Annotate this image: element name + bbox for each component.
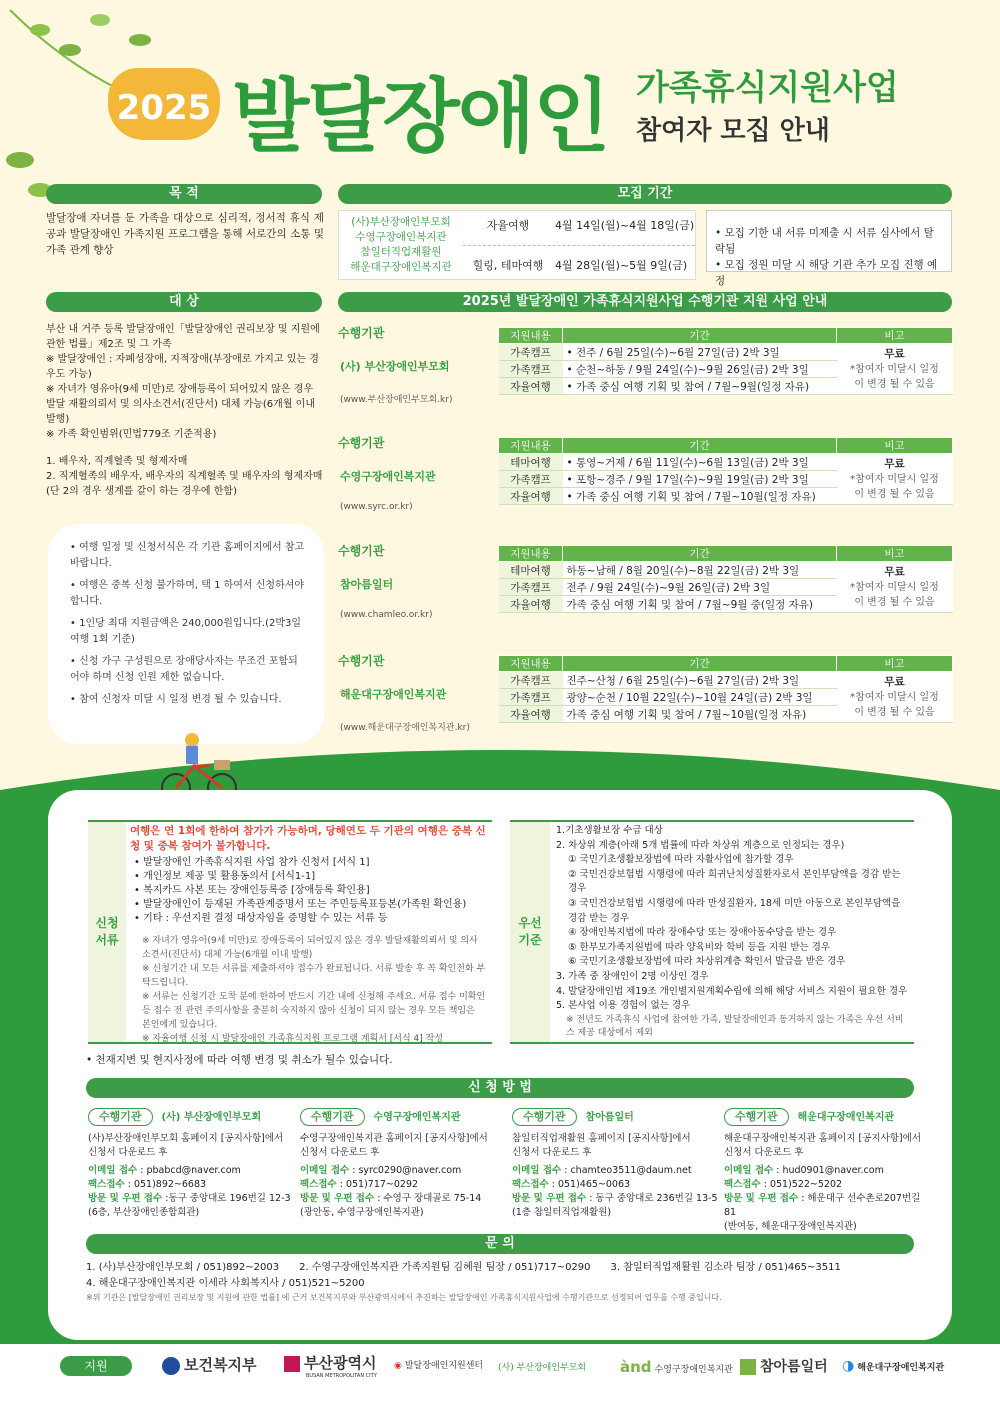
korea-emblem-icon (162, 1357, 180, 1375)
table-row (499, 454, 953, 471)
period-table (338, 210, 696, 280)
period-type: 자율여행 (486, 219, 530, 232)
note-item: • 여행 일정 및 신청서식은 각 기관 홈페이지에서 참고 바랍니다. (70, 542, 305, 569)
sponsor-syrc (620, 1358, 733, 1376)
notes-box (48, 524, 324, 744)
agency-logo: 해운대구장애인복지관 (340, 688, 447, 701)
apply-visit: : 해운대구 선수촌로207번길 81 (724, 1193, 921, 1218)
docs-item: • 기타 : 우선지원 결정 대상자임을 증명할 수 있는 서류 등 (134, 913, 388, 924)
table-header: 비고 (837, 328, 953, 344)
apply-visit-detail: (1층 참일터직업재활원) (512, 1207, 612, 1218)
period-type: 힐링, 테마여행 (472, 259, 544, 272)
fax-label: 팩스접수 (724, 1179, 761, 1190)
note-item: • 참여 신청자 미달 시 일정 변경 될 수 있습니다. (70, 694, 282, 705)
visit-label: 방문 및 우편 접수 (724, 1193, 799, 1204)
table-cell-type: 자율여행 (499, 378, 563, 395)
table-cell-period: • 포항~경주 / 9월 17일(수)~9월 19일(금) 2박 3일 (563, 471, 837, 488)
table-cell-type: 가족캠프 (499, 579, 563, 596)
agency-logo: 수영구장애인복지관 (340, 470, 436, 483)
agency-url: (www.syrc.or.kr) (340, 502, 413, 512)
fee-text: 무료 (884, 347, 905, 360)
apply-email: : syrc0290@naver.com (349, 1165, 462, 1176)
visit-label: 방문 및 우편 접수 (300, 1193, 375, 1204)
agency-table (498, 545, 953, 613)
target-line: 부산 내 거주 등록 발달장애인「발달장애인 권리보장 및 지원에 관한 법률」제2조 및 그 가족 (46, 324, 320, 350)
haeundae-logo-icon: ◑ (842, 1358, 855, 1374)
docs-remark: ※ 자율여행 신청 시 발달장애인 가족휴식지원 프로그램 계획서 [서식 4] 작성 (142, 1034, 444, 1044)
apply-org (512, 1108, 718, 1220)
sponsor-name: 발달장애인지원센터 (404, 1361, 484, 1371)
table-cell-note (837, 672, 953, 723)
agency-table (498, 327, 953, 395)
sub-title-1: 가족휴식지원사업 (636, 68, 899, 108)
note-item: • 신청 가구 구성원으로 장애당사자는 무조건 포함되어야 하며 신청 인원 제한 없습니다. (70, 656, 298, 683)
table-cell-period: 하동~남해 / 8월 20일(수)~8월 22일(금) 2박 3일 (563, 562, 837, 579)
table-header: 비고 (837, 438, 953, 454)
table-cell-type: 가족캠프 (499, 344, 563, 361)
table-cell-period: • 가족 중심 여행 기획 및 참여 / 7월~9월(일정 자유) (563, 378, 837, 395)
sponsor-name: 보건복지부 (184, 1356, 257, 1374)
email-label: 이메일 접수 (724, 1165, 774, 1176)
table-header: 기간 (563, 546, 837, 562)
apply-visit: : 수영구 장대골로 75-14 (374, 1193, 482, 1204)
table-cell-type: 테마여행 (499, 454, 563, 471)
footer-label: 지원 (60, 1356, 132, 1376)
period-note: • 모집 정원 미달 시 해당 기관 추가 모집 진행 예정 (715, 259, 938, 287)
target-line: ※ 가족 확인범위(민법779조 기준적용) (46, 429, 217, 440)
target-line: ※ 자녀가 영유아(9세 미만)로 장애등록이 되어있지 않은 경우 발달 재활의뢰서 및 의사소견서(진단서) 대체 가능(6개월 이내 발행) (46, 384, 315, 425)
fee-text: 무료 (884, 565, 905, 578)
contact-line: 4. 해운대구장애인복지관 이세라 사회복지사 / 051)521~5200 (86, 1278, 365, 1289)
apply-org-label: 수행기관 (300, 1108, 365, 1126)
priority-item: ⑥ 국민기초생활보장법에 따라 차상위계층 확인서 발급을 받은 경우 (568, 956, 846, 968)
target-line (46, 442, 324, 454)
table-cell-type: 가족캠프 (499, 471, 563, 488)
priority-item: ※ 전년도 가족휴식 사업에 참여한 가족, 발달장애인과 동거하지 않는 가족은 우선 서비스 제공 대상에서 제외 (566, 1014, 904, 1038)
apply-visit-detail: (광안동, 수영구장애인복지관) (300, 1207, 424, 1218)
table-header: 기간 (563, 438, 837, 454)
contact-title: 문 의 (86, 1234, 914, 1254)
apply-org-logo: 참아름일터 (585, 1112, 634, 1123)
sponsor-center (394, 1358, 483, 1371)
priority-item: ② 국민건강보험법 시행령에 따라 희귀난치성질환자로서 본인부담액을 경감 받는 경우 (568, 868, 901, 895)
sub-title-2: 참여자 모집 안내 (636, 116, 830, 146)
apply-org-logo: (사) 부산장애인부모회 (161, 1112, 262, 1123)
apply-visit: : 동구 중앙대로 236번길 13-5 (586, 1193, 718, 1204)
agency-label: 수행기관 (338, 326, 385, 340)
period-org: 참일터직업재활원 (360, 246, 442, 258)
agency-label: 수행기관 (338, 436, 385, 450)
contact-footnote: ※위 기관은 [발달장애인 권리보장 및 지원에 관한 법률] 에 근거 보건복지부와 부산광역시에서 추진하는 발달장애인 가족휴식지원사업에 수행기관으로 선정되어 업무를 수행 중입니다. (86, 1293, 722, 1302)
docs-content (126, 820, 492, 1044)
apply-org-logo: 수영구장애인복지관 (373, 1112, 461, 1123)
apply-email: : chamteo3511@daum.net (561, 1165, 692, 1176)
change-note: • 천재지변 및 현지사정에 따라 여행 변경 및 취소가 될수 있습니다. (86, 1054, 393, 1066)
apply-email: : hud0901@naver.com (773, 1165, 884, 1176)
table-cell-note (837, 562, 953, 613)
agency-table (498, 655, 953, 723)
priority-item: ① 국민기초생활보장법에 따라 자활사업에 참가할 경우 (568, 854, 794, 866)
priority-item: ⑤ 한부모가족지원법에 따라 양육비와 학비 등을 지원 받는 경우 (568, 941, 831, 953)
docs-remark: ※ 자녀가 영유아(9세 미만)로 장애등록이 되어있지 않은 경우 발달재활의뢰서 및 의사소견서(진단서) 대체 가능(6개월 이내 발행) (142, 936, 478, 960)
tree-logo-icon (740, 1359, 756, 1375)
table-cell-period: 전주 / 9월 24일(수)~9월 26일(금) 2박 3일 (563, 579, 837, 596)
visit-label: 방문 및 우편 접수 (512, 1193, 587, 1204)
apply-org (88, 1108, 294, 1220)
table-cell-type: 테마여행 (499, 562, 563, 579)
apply-line: 신청서 다운로드 후 (88, 1147, 168, 1158)
docs-item: • 개인정보 제공 및 활용동의서 [서식1-1] (134, 871, 316, 882)
visit-label: 방문 및 우편 접수 (88, 1193, 163, 1204)
agency-label: 수행기관 (338, 544, 385, 558)
table-cell-period: 가족 중심 여행 기획 및 참여 / 7월~10월(일정 자유) (563, 706, 837, 723)
email-label: 이메일 접수 (88, 1165, 138, 1176)
and-logo-icon: ànd (620, 1358, 652, 1376)
note-item: • 여행은 중복 신청 불가하며, 택 1 하여서 신청하셔야 합니다. (70, 580, 305, 607)
apply-fax: : 051)465~0063 (548, 1179, 631, 1190)
table-cell-period: 가족 중심 여행 기획 및 참여 / 7월~9월 중(일정 자유) (563, 596, 837, 613)
table-header: 지원내용 (499, 546, 563, 562)
note-text: *참여자 미달시 일정이 변경 될 수 있음 (850, 473, 939, 500)
table-header: 비고 (837, 546, 953, 562)
apply-org-label: 수행기관 (88, 1108, 153, 1126)
sponsor-english: BUSAN METROPOLITAN CITY (306, 1373, 377, 1379)
table-cell-type: 자율여행 (499, 706, 563, 723)
priority-item: ③ 국민건강보험법 시행령에 따라 만성질환자, 18세 미만 아동으로 본인부담액을 경감 받는 경우 (568, 897, 901, 924)
table-header: 지원내용 (499, 328, 563, 344)
busan-logo-icon (284, 1356, 300, 1372)
apply-line: 신청서 다운로드 후 (300, 1147, 380, 1158)
year-text: 2025 (116, 88, 212, 128)
note-text: *참여자 미달시 일정이 변경 될 수 있음 (850, 363, 939, 390)
priority-content (550, 820, 914, 1044)
target-title: 대 상 (46, 292, 322, 312)
period-title: 모집 기간 (338, 184, 952, 204)
apply-org (300, 1108, 506, 1220)
period-date: 4월 28일(월)~5월 9일(금) (555, 259, 688, 272)
fax-label: 팩스접수 (88, 1179, 125, 1190)
sponsor-name: 수영구장애인복지관 (654, 1365, 733, 1375)
table-cell-type: 가족캠프 (499, 361, 563, 378)
table-cell-type: 자율여행 (499, 596, 563, 613)
agency-table (498, 437, 953, 505)
apply-visit-detail: (반여동, 해운대구장애인복지관) (724, 1221, 857, 1232)
agency-url: (www.해운대구장애인복지관.kr) (340, 723, 470, 733)
apply-org (724, 1108, 930, 1234)
sponsor-name: 해운대구장애인복지관 (857, 1363, 945, 1373)
apply-org-label: 수행기관 (724, 1108, 789, 1126)
email-label: 이메일 접수 (300, 1165, 350, 1176)
period-org: 해운대구장애인복지관 (350, 261, 452, 273)
agency-label: 수행기관 (338, 654, 385, 668)
priority-item: ④ 장애인복지법에 따라 장애수당 또는 장애아동수당을 받는 경우 (568, 927, 837, 939)
fax-label: 팩스접수 (512, 1179, 549, 1190)
main-title: 발달장애인 (232, 70, 609, 163)
apply-line: 신청서 다운로드 후 (724, 1147, 804, 1158)
table-cell-period: 진주~산청 / 6월 25일(수)~6월 27일(금) 2박 3일 (563, 672, 837, 689)
footer (0, 1344, 1000, 1414)
docs-item: • 발달장애인 가족휴식지원 사업 참가 신청서 [서식 1] (134, 857, 370, 868)
note-item: • 1인당 최대 지원금액은 240,000원입니다.(2박3일 여행 1회 기준) (70, 618, 302, 645)
sponsor-parents: (사) 부산장애인부모회 (498, 1363, 587, 1373)
priority-item: 5. 본사업 이용 경험이 없는 경우 (556, 1000, 691, 1012)
sponsor-name: 참아름일터 (760, 1359, 828, 1375)
table-row (499, 562, 953, 579)
note-text: *참여자 미달시 일정이 변경 될 수 있음 (850, 691, 939, 718)
agency-logo: (사) 부산장애인부모회 (340, 360, 450, 373)
apply-line: (사)부산장애인부모회 홈페이지 [공지사항]에서 (88, 1133, 284, 1144)
note-text: *참여자 미달시 일정이 변경 될 수 있음 (850, 581, 939, 608)
docs-label: 신청 서류 (95, 916, 119, 947)
period-org: (사)부산장애인부모회 (351, 216, 451, 228)
contact-line: 1. (사)부산장애인부모회 / 051)892~2003 2. 수영구장애인복지관 가족지원팀 김혜원 팀장 / 051)717~0290 3. 참일터직업재활원 김소라 팀장 / 051)465~3511 (86, 1262, 841, 1273)
fax-label: 팩스접수 (300, 1179, 337, 1190)
target-line: 2. 직계혈족의 배우자, 배우자의 직계혈족 및 배우자의 형제자매 (단 2의 경우 생계를 같이 하는 경우에 한함) (46, 471, 323, 497)
target-line: ※ 발달장애인 : 자폐성장애, 지적장애(부장애로 가지고 있는 경우도 가능) (46, 354, 319, 380)
apply-line: 참일터직업재활원 홈페이지 [공지사항]에서 (512, 1133, 691, 1144)
priority-item: 1.기초생활보장 수급 대상 (556, 825, 663, 836)
purpose-title: 목 적 (46, 184, 322, 204)
table-cell-type: 가족캠프 (499, 689, 563, 706)
program-title: 2025년 발달장애인 가족휴식지원사업 수행기관 지원 사업 안내 (338, 292, 952, 312)
fee-text: 무료 (884, 457, 905, 470)
priority-item: 4. 발달장애인법 제19조 개인별지원계획수립에 의해 해당 서비스 지원이 필요한 경우 (556, 985, 908, 997)
table-cell-period: • 가족 중심 여행 기획 및 참여 / 7월~10월(일정 자유) (563, 488, 837, 505)
agency-url: (www.부산장애인부모회.kr) (340, 395, 453, 405)
apply-fax: : 051)717~0292 (336, 1179, 419, 1190)
docs-warning: 여행은 연 1회에 한하여 참가가 가능하며, 당해연도 두 기관의 여행은 중복 신청 및 중복 참여가 불가합니다. (130, 825, 486, 852)
purpose-text: 발달장애 자녀를 둔 가족을 대상으로 심리적, 정서적 휴식 제공과 발달장애인 가족지원 프로그램을 통해 서로간의 소통 및 가족 관계 향상 (46, 212, 324, 256)
table-cell-type: 가족캠프 (499, 672, 563, 689)
agency-url: (www.chamleo.or.kr) (340, 610, 433, 620)
table-header: 기간 (563, 328, 837, 344)
table-row (499, 344, 953, 361)
sponsor-mohw (162, 1354, 256, 1375)
sponsor-haeundae (842, 1358, 944, 1374)
apply-fax: : 051)892~6683 (124, 1179, 207, 1190)
sponsor-name: 부산광역시 (304, 1354, 377, 1372)
table-cell-period: • 통영~거제 / 6월 11일(수)~6월 13일(금) 2박 3일 (563, 454, 837, 471)
apply-email: : pbabcd@naver.com (137, 1165, 241, 1176)
apply-line: 해운대구장애인복지관 홈페이지 [공지사항]에서 (724, 1133, 921, 1144)
period-note: • 모집 기한 내 서류 미제출 시 서류 심사에서 탈락됨 (715, 227, 934, 255)
apply-fax: : 051)522~5202 (760, 1179, 843, 1190)
apply-org-label: 수행기관 (512, 1108, 577, 1126)
contact-lines (86, 1260, 841, 1292)
table-header: 기간 (563, 656, 837, 672)
period-org: 수영구장애인복지관 (355, 231, 447, 243)
docs-remark: ※ 서류는 신청기간 도착 분에 한하여 반드시 기간 내에 신청해 주세요. 서류 접수 미확인 등 접수 전 관련 주의사항을 충분히 숙지하지 않아 신청이 되지 않는 경우 모든 책임은 본인에게 있습니다. (142, 992, 486, 1030)
agency-logo: 참아름일터 (340, 578, 394, 591)
docs-item: • 발달장애인이 등재된 가족관계증명서 또는 주민등록표등본(가족원 확인용) (134, 899, 467, 910)
apply-line: 신청서 다운로드 후 (512, 1147, 592, 1158)
apply-visit-detail: (6층, 부산장애인종합회관) (88, 1207, 200, 1218)
period-notes (706, 210, 952, 287)
apply-org-logo: 해운대구장애인복지관 (797, 1112, 895, 1123)
docs-item: • 복지카드 사본 또는 장애인등록증 [장애등록 확인용] (134, 885, 370, 896)
apply-line: 수영구장애인복지관 홈페이지 [공지사항]에서 (300, 1133, 488, 1144)
apply-visit: :동구 중앙대로 196번길 12-3 (162, 1193, 291, 1204)
table-cell-note (837, 344, 953, 395)
target-text (46, 322, 324, 499)
apply-title: 신 청 방 법 (86, 1078, 914, 1098)
table-header: 지원내용 (499, 438, 563, 454)
priority-label: 우선 기준 (518, 916, 542, 947)
period-date: 4월 14일(월)~4월 18일(금) (555, 219, 695, 232)
priority-item: 2. 차상위 계층(아래 5개 법률에 따라 차상위 계층으로 인정되는 경우) (556, 839, 845, 851)
docs-remark: ※ 신청기간 내 모든 서류를 제출하셔야 접수가 완료됩니다. 서류 발송 후 꼭 확인전화 부탁드립니다. (142, 964, 486, 988)
table-cell-note (837, 454, 953, 505)
sponsor-chamteo (740, 1356, 828, 1376)
table-row (499, 672, 953, 689)
table-cell-period: • 순천~하동 / 9월 24일(수)~9월 26일(금) 2박 3일 (563, 361, 837, 378)
table-cell-period: • 전주 / 6월 25일(수)~6월 27일(금) 2박 3일 (563, 344, 837, 361)
center-logo-icon: ◉ (394, 1361, 402, 1371)
priority-item: 3. 가족 중 장애인이 2명 이상인 경우 (556, 970, 709, 982)
table-header: 비고 (837, 656, 953, 672)
target-line: 1. 배우자, 직계혈족 및 형제자매 (46, 456, 188, 467)
email-label: 이메일 접수 (512, 1165, 562, 1176)
table-header: 지원내용 (499, 656, 563, 672)
table-cell-period: 광양~순천 / 10월 22일(수)~10월 24일(금) 2박 3일 (563, 689, 837, 706)
sponsor-busan (284, 1352, 377, 1379)
fee-text: 무료 (884, 675, 905, 688)
table-cell-type: 자율여행 (499, 488, 563, 505)
